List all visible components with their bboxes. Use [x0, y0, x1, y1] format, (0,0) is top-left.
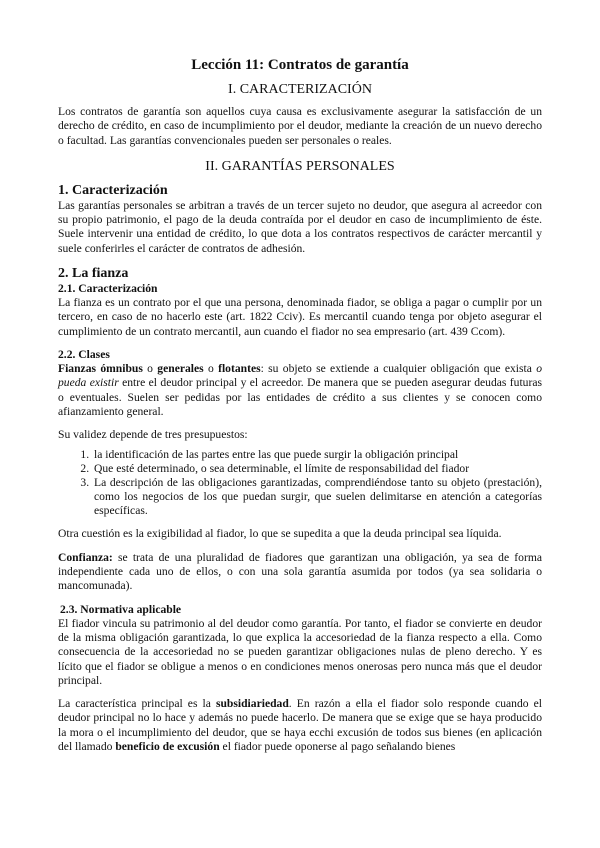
list-item: 2. Que esté determinado, o sea determinable, el límite de responsabilidad del fiador [92, 462, 542, 476]
paragraph-caracterizacion: Los contratos de garantía son aquellos cuya causa es exclusivamente asegurar la satisfacción de un derecho de crédito, en caso de incumplimiento por el deudor, mediante la creación de un nuevo derecho o facultad. Las garantías convencionales pueden ser personales o reales. [58, 105, 542, 147]
paragraph-garantias-personales: Las garantías personales se arbitran a través de un tercer sujeto no deudor, que asegura al acreedor con su propio patrimonio, el pago de la deuda contraída por el deudor en caso de incumplimiento de éste. Suele intervenir una entidad de crédito, lo que dota a los contratos respectivos de carácter mercantil y suele conferirles el carácter de contratos de adhesión. [58, 198, 542, 255]
term-confianza: Confianza: [58, 550, 113, 564]
term-fianzas-omnibus: Fianzas ómnibus [58, 361, 143, 375]
term-beneficio-de-excusion: beneficio de excusión [115, 740, 220, 754]
list-item: 1. la identificación de las partes entre las que puede surgir la obligación principal [92, 448, 542, 462]
heading-caracterizacion: 1. Caracterización [58, 182, 168, 198]
section-heading-garantias-personales: II. GARANTÍAS PERSONALES [205, 158, 395, 174]
emphasis-pueda-existir: o pueda existir [58, 361, 543, 390]
heading-2-1-caracterizacion: 2.1. Caracterización [58, 282, 158, 296]
paragraph-confianza: Confianza: se trata de una pluralidad de fiadores que garantizan una obligación, ya sea de forma independiente cada uno de ellos, o con una sola garantía asumida por todos (ya sea solidaria o mancomunada). [58, 550, 542, 593]
presupuestos-list [58, 448, 542, 518]
list-item: 3. La descripción de las obligaciones garantizadas, comprendiéndose tanto su objeto (prestación), como los negocios de los que puedan surgir, que suelen delimitarse en atención a categorías específicas. [92, 476, 542, 518]
heading-la-fianza: 2. La fianza [58, 266, 129, 282]
paragraph-fianza-definicion: La fianza es un contrato por el que una persona, denominada fiador, se obliga a pagar o cumplir por un tercero, en caso de no hacerlo este (art. 1822 Cciv). Es mercantil cuando tenga por objeto asegurar el cumplimiento de un contrato mercantil, aun cuando el fiador no sea empresario (art. 439 Ccom). [58, 296, 542, 338]
paragraph-validez: Su validez depende de tres presupuestos: [58, 428, 248, 442]
heading-2-2-clases: 2.2. Clases [58, 347, 110, 361]
paragraph-subsidiariedad: La característica principal es la subsidiariedad. En razón a ella el fiador solo responde cuando el deudor principal no lo hace y además no puede hacerlo. De manera que se exige que se haya producido la mora o el incumplimiento del deudor, que se haya ecchi excusión de todos sus bienes (en aplicación del llamado beneficio de excusión el fiador puede oponerse al pago señalando bienes [58, 697, 542, 754]
term-generales: generales [157, 361, 204, 375]
paragraph-fianzas-omnibus: Fianzas ómnibus o generales o flotantes: su objeto se extiende a cualquier obligación que exista o pueda existir entre el deudor principal y el acreedor. De manera que se pueden asegurar deudas futuras o eventuales. Suelen ser pedidas por las entidades de crédito a sus clientes y se conocen como afianzamiento general. [58, 361, 543, 418]
term-flotantes: flotantes [218, 361, 261, 375]
document-title: Lección 11: Contratos de garantía [191, 57, 409, 73]
paragraph-exigibilidad: Otra cuestión es la exigibilidad al fiador, lo que se supedita a que la deuda principal sea líquida. [58, 527, 502, 541]
section-heading-caracterizacion: I. CARACTERIZACIÓN [228, 82, 372, 97]
term-subsidiariedad: subsidiariedad [215, 697, 289, 711]
heading-2-3-normativa: 2.3. Normativa aplicable [60, 602, 182, 616]
document-page [58, 56, 542, 754]
paragraph-normativa: El fiador vincula su patrimonio al del deudor como garantía. Por tanto, el fiador se convierte en deudor de la misma obligación garantizada, lo que explica la accesoriedad de la fianza respecto a ella. Como consecuencia de la accesoriedad no se pueden garantizar obligaciones nulas de pleno derecho. Y es lícito que el fiador se obligue a menos o en condiciones menos onerosas pero nunca más que el deudor principal. [58, 616, 542, 687]
